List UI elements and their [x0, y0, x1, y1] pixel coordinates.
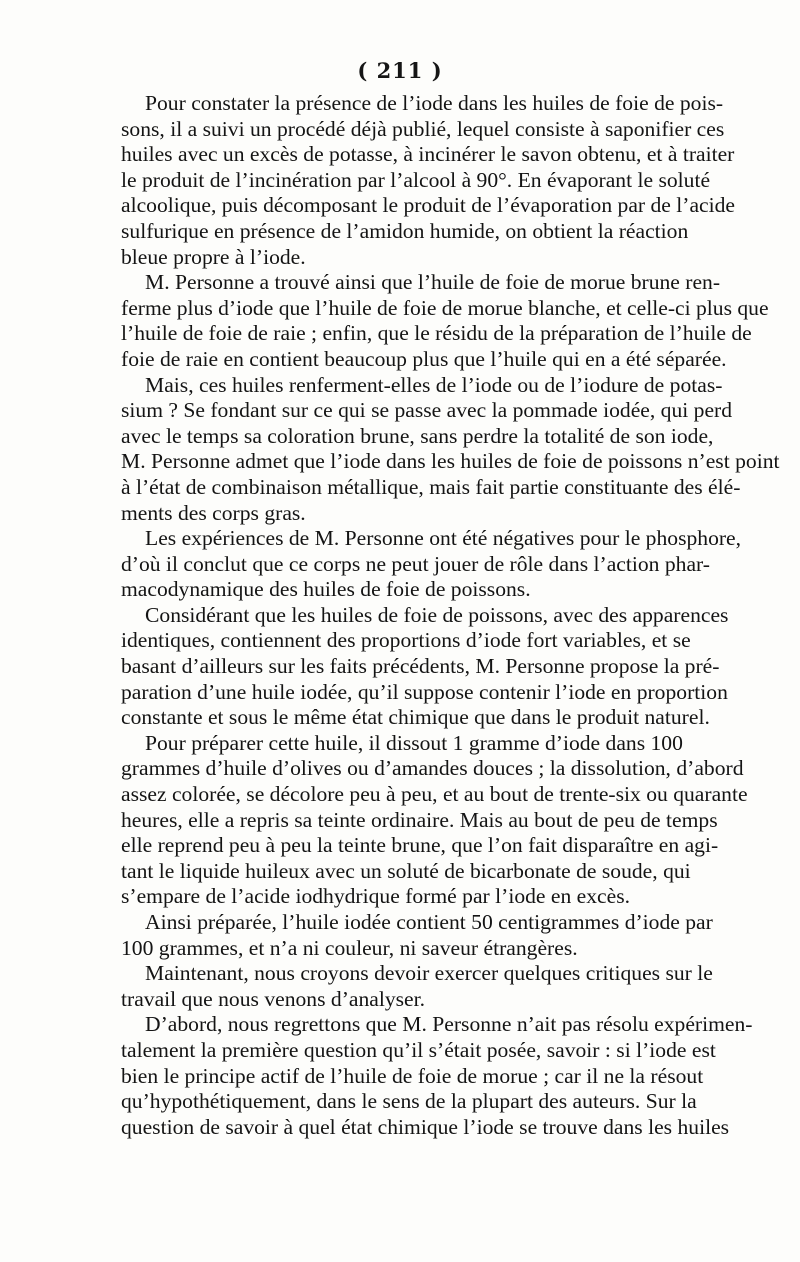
- paragraph: [121, 961, 713, 1012]
- text-line: identiques, contiennent des proportions d’iode fort variables, et se: [121, 628, 691, 653]
- text-line: qu’hypothétiquement, dans le sens de la plupart des auteurs. Sur la: [121, 1089, 697, 1114]
- text-line: Les expériences de M. Personne ont été négatives pour le phosphore,: [145, 526, 742, 551]
- text-line: bien le principe actif de l’huile de foie de morue ; car il ne la résout: [121, 1063, 704, 1088]
- text-line: Maintenant, nous croyons devoir exercer quelques critiques sur le: [145, 961, 713, 986]
- text-line: le produit de l’incinération par l’alcool à 90°. En évaporant le soluté: [121, 167, 711, 192]
- text-line: Pour constater la présence de l’iode dans les huiles de foie de pois-: [145, 91, 724, 115]
- text-line: constante et sous le même état chimique que dans le produit naturel.: [121, 705, 710, 730]
- paragraph: [121, 602, 729, 731]
- paragraph: [121, 1012, 753, 1140]
- text-line: s’empare de l’acide iodhydrique formé par l’iode en excès.: [121, 884, 631, 909]
- text-line: d’où il conclut que ce corps ne peut jouer de rôle dans l’action phar-: [121, 551, 710, 576]
- text-line: ferme plus d’iode que l’huile de foie de morue blanche, et celle-ci plus que: [121, 295, 769, 320]
- text-line: Pour préparer cette huile, il dissout 1 gramme d’iode dans 100: [145, 730, 683, 755]
- text-line: talement la première question qu’il s’était posée, savoir : si l’iode est: [121, 1037, 716, 1062]
- text-line: heures, elle a repris sa teinte ordinaire. Mais au bout de peu de temps: [121, 807, 718, 832]
- text-line: Mais, ces huiles renferment-elles de l’iode ou de l’iodure de potas-: [145, 372, 723, 397]
- text-line: 100 grammes, et n’a ni couleur, ni saveur étrangères.: [121, 935, 578, 960]
- text-line: assez colorée, se décolore peu à peu, et au bout de trente-six ou quarante: [121, 782, 748, 807]
- text-line: huiles avec un excès de potasse, à incinérer le savon obtenu, et à traiter: [121, 142, 735, 167]
- text-line: question de savoir à quel état chimique l’iode se trouve dans les huiles: [121, 1114, 730, 1139]
- text-line: Ainsi préparée, l’huile iodée contient 50 centigrammes d’iode par: [145, 910, 713, 934]
- text-line: bleue propre à l’iode.: [121, 244, 306, 269]
- text-line: ments des corps gras.: [121, 500, 306, 525]
- text-line: M. Personne admet que l’iode dans les huiles de foie de poissons n’est point: [121, 449, 780, 474]
- text-line: D’abord, nous regrettons que M. Personne n’ait pas résolu expérimen-: [145, 1012, 753, 1037]
- text-line: tant le liquide huileux avec un soluté de bicarbonate de soude, qui: [121, 858, 691, 883]
- text-line: à l’état de combinaison métallique, mais fait partie constituante des élé-: [121, 474, 741, 499]
- body-text: [121, 91, 780, 1140]
- paragraph: [121, 526, 742, 603]
- page-number: ( 211 ): [357, 58, 443, 83]
- paragraph: [121, 372, 780, 527]
- text-line: basant d’ailleurs sur les faits précédents, M. Personne propose la pré-: [121, 654, 720, 679]
- text-line: paration d’une huile iodée, qu’il suppose contenir l’iode en proportion: [121, 679, 728, 704]
- text-line: avec le temps sa coloration brune, sans perdre la totalité de son iode,: [121, 423, 714, 448]
- text-line: foie de raie en contient beaucoup plus que l’huile qui en a été séparée.: [121, 346, 727, 371]
- text-line: l’huile de foie de raie ; enfin, que le résidu de la préparation de l’huile de: [121, 321, 752, 346]
- text-line: alcoolique, puis décomposant le produit de l’évaporation par de l’acide: [121, 193, 736, 218]
- text-line: sium ? Se fondant sur ce qui se passe avec la pommade iodée, qui perd: [121, 398, 733, 423]
- text-line: macodynamique des huiles de foie de poissons.: [121, 577, 531, 602]
- text-line: elle reprend peu à peu la teinte brune, que l’on fait disparaître en agi-: [121, 833, 719, 858]
- text-line: grammes d’huile d’olives ou d’amandes douces ; la dissolution, d’abord: [121, 756, 744, 781]
- paragraph: [121, 910, 713, 961]
- text-line: M. Personne a trouvé ainsi que l’huile de foie de morue brune ren-: [145, 270, 721, 295]
- text-line: Considérant que les huiles de foie de poissons, avec des apparences: [145, 602, 729, 627]
- paragraph: [121, 730, 748, 910]
- text-line: sulfurique en présence de l’amidon humide, on obtient la réaction: [121, 218, 689, 243]
- paragraph: [121, 270, 769, 372]
- text-line: sons, il a suivi un procédé déjà publié, lequel consiste à saponifier ces: [121, 116, 725, 141]
- paragraph: [121, 91, 736, 270]
- text-line: travail que nous venons d’analyser.: [121, 986, 426, 1011]
